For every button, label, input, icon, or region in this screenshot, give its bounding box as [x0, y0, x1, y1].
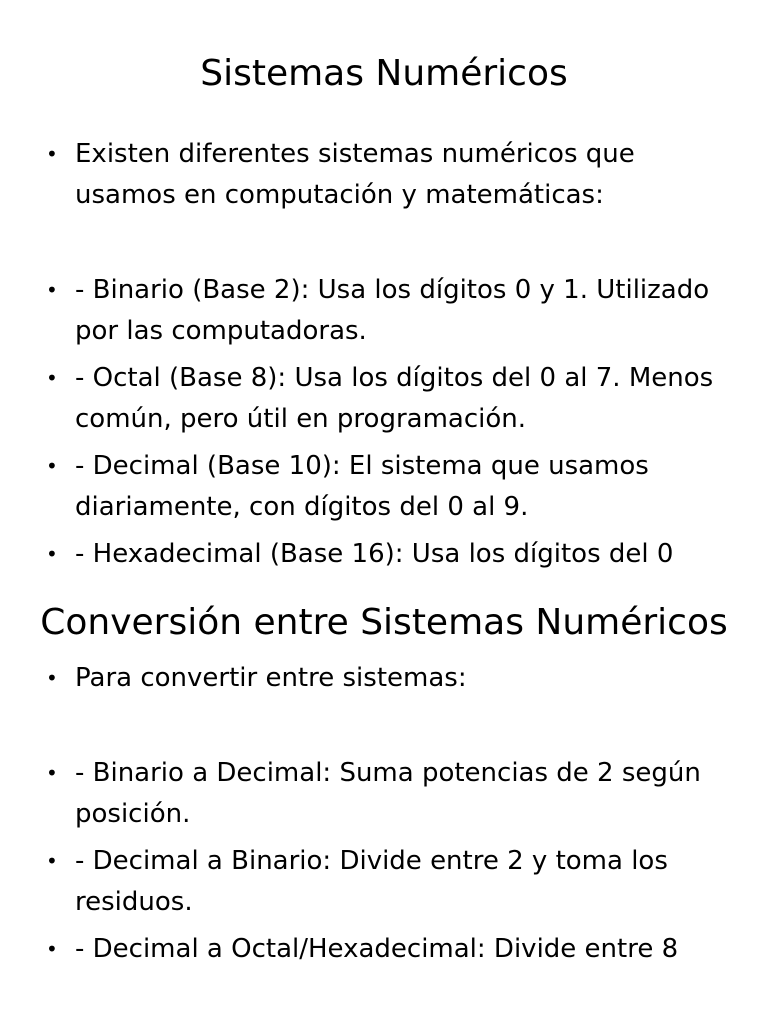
bullet-list [0, 658, 768, 970]
bullet-icon: • [46, 849, 58, 873]
list-item-text: Existen diferentes sistemas numéricos que usamos en computación y matemáticas: [75, 139, 635, 210]
list-item-text: - Decimal a Binario: Divide entre 2 y toma los residuos. [75, 846, 668, 917]
list-item-text: - Binario (Base 2): Usa los dígitos 0 y 1. Utilizado por las computadoras. [75, 275, 710, 346]
bullet-icon: • [46, 761, 58, 785]
list-item [46, 446, 728, 528]
list-item [46, 270, 728, 352]
bullet-icon: • [46, 278, 58, 302]
bullet-list [0, 134, 768, 575]
bullet-icon: • [46, 937, 58, 961]
list-item [46, 134, 728, 216]
list-item [46, 841, 728, 923]
slide-title: Conversión entre Sistemas Numéricos [40, 602, 728, 643]
slide-title: Sistemas Numéricos [200, 53, 568, 94]
list-item-text: - Octal (Base 8): Usa los dígitos del 0 al 7. Menos común, pero útil en programación. [75, 363, 714, 434]
bullet-icon: • [46, 666, 58, 690]
list-item [46, 658, 728, 699]
list-item-text: - Decimal (Base 10): El sistema que usamos diariamente, con dígitos del 0 al 9. [75, 451, 649, 522]
list-item [46, 358, 728, 440]
list-item-text: - Binario a Decimal: Suma potencias de 2 según posición. [75, 758, 701, 829]
slide-conversion-sistemas [0, 580, 768, 1024]
bullet-icon: • [46, 366, 58, 390]
list-item [46, 534, 728, 575]
bullet-icon: • [46, 542, 58, 566]
list-item-text: Para convertir entre sistemas: [75, 663, 467, 693]
bullet-icon: • [46, 454, 58, 478]
list-item-text: - Decimal a Octal/Hexadecimal: Divide entre 8 [75, 934, 679, 964]
list-item-text: - Hexadecimal (Base 16): Usa los dígitos del 0 [75, 539, 674, 569]
list-item [46, 929, 728, 970]
bullet-icon: • [46, 142, 58, 166]
list-item [46, 753, 728, 835]
